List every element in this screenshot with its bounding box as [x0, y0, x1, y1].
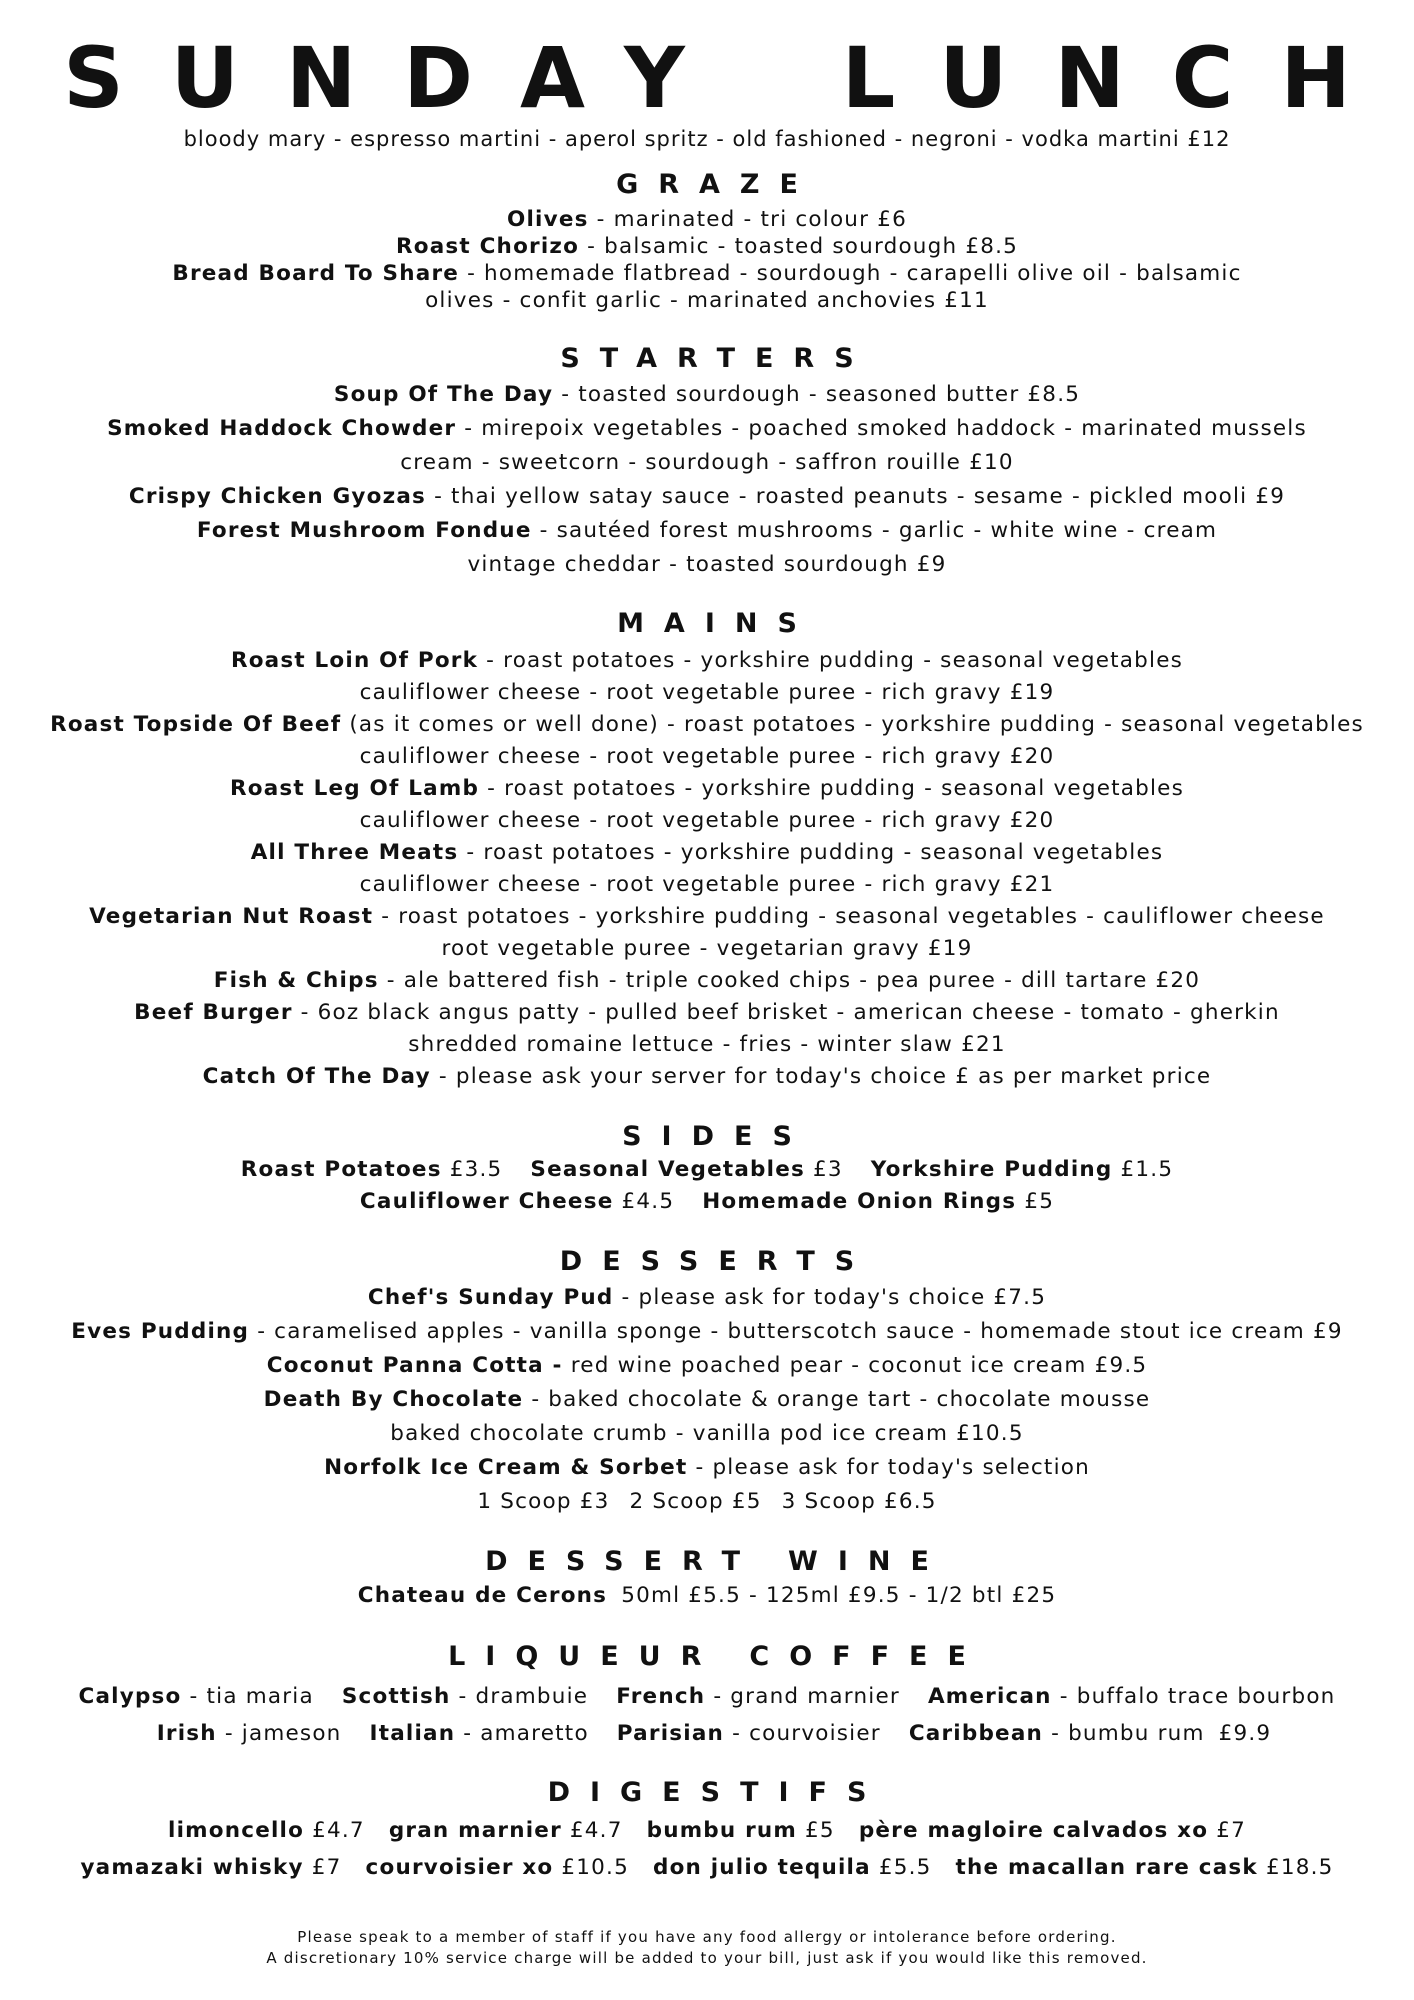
scoop-price: 2 Scoop £5: [629, 1489, 762, 1514]
heading-word: COFFEE: [749, 1641, 986, 1672]
item-name: Roast Topside Of Beef: [50, 712, 342, 737]
menu-item: [0, 1451, 1414, 1485]
allergy-notice: Please speak to a member of staff if you have any food allergy or intolerance before ordering.: [297, 1928, 1117, 1946]
scoop-prices: [0, 1485, 1414, 1519]
item-desc: - balsamic - toasted sourdough £8.5: [579, 234, 1019, 259]
item-desc: - caramelised apples - vanilla sponge - butterscotch sauce - homemade stout ice cream £9: [249, 1319, 1343, 1344]
item-price: £4.7: [561, 1818, 623, 1843]
item-name: Roast Potatoes: [240, 1157, 442, 1182]
item-desc: (as it comes or well done) - roast potatoes - yorkshire pudding - seasonal vegetables: [341, 712, 1364, 737]
item-desc: - ale battered fish - triple cooked chips - pea puree - dill tartare £20: [378, 968, 1201, 993]
item-desc: - courvoisier: [724, 1721, 881, 1746]
sides-row: [0, 1186, 1414, 1218]
item-continuation: vintage cheddar - toasted sourdough £9: [467, 552, 947, 577]
liqueur-item: [342, 1678, 588, 1715]
side-item: [360, 1186, 674, 1218]
item-desc: - roast potatoes - yorkshire pudding - seasonal vegetables: [479, 776, 1184, 801]
item-desc: - thai yellow satay sauce - roasted peanuts - sesame - pickled mooli £9: [426, 484, 1286, 509]
item-price: £5: [1016, 1189, 1055, 1214]
liqueur-item: [617, 1715, 881, 1752]
item-name: Cauliflower Cheese: [359, 1189, 614, 1214]
menu-item: [0, 837, 1414, 869]
item-name: Scottish: [341, 1684, 451, 1709]
item-desc: - please ask for today's selection: [687, 1455, 1090, 1480]
item-desc: red wine poached pear - coconut ice cream £9.5: [562, 1353, 1148, 1378]
menu-item: [0, 233, 1414, 260]
item-price: £7: [303, 1855, 342, 1880]
item-name: Homemade Onion Rings: [702, 1189, 1017, 1214]
menu-item: [0, 1579, 1414, 1613]
liqueur-coffee-section: [0, 1640, 1414, 1752]
item-name: Chateau de Cerons: [357, 1583, 608, 1608]
scoop-price: 3 Scoop £6.5: [781, 1489, 937, 1514]
item-price: £4.7: [304, 1818, 365, 1843]
graze-section: [0, 168, 1414, 314]
digestif-item: [956, 1849, 1334, 1886]
desserts-heading: DESSERTS: [559, 1246, 875, 1277]
item-continuation: olives - confit garlic - marinated anchovies £11: [425, 288, 989, 313]
menu-item: [0, 206, 1414, 233]
item-name: bumbu rum: [646, 1818, 798, 1843]
digestif-row: [0, 1849, 1414, 1886]
header: [0, 30, 1414, 154]
item-continuation: shredded romaine lettuce - fries - winter slaw £21: [408, 1032, 1006, 1057]
item-desc: - baked chocolate & orange tart - chocolate mousse: [523, 1387, 1151, 1412]
item-name: Roast Chorizo: [395, 234, 580, 259]
menu-item: [0, 1383, 1414, 1417]
item-continuation: cauliflower cheese - root vegetable puree - rich gravy £19: [359, 680, 1055, 705]
item-name: Death By Chocolate: [263, 1387, 524, 1412]
item-name: Roast Loin Of Pork: [230, 648, 479, 673]
item-name: Crispy Chicken Gyozas: [128, 484, 427, 509]
item-price: £3: [804, 1157, 843, 1182]
liqueur-coffee-heading: [0, 1640, 1414, 1674]
liqueur-item: [370, 1715, 589, 1752]
footer: [0, 1927, 1414, 1969]
digestifs-heading: DIGESTIFS: [547, 1777, 887, 1808]
item-continuation: cauliflower cheese - root vegetable puree - rich gravy £20: [359, 744, 1055, 769]
item-name: All Three Meats: [250, 840, 459, 865]
digestif-item: [653, 1849, 932, 1886]
item-continuation: cauliflower cheese - root vegetable puree - rich gravy £21: [359, 872, 1055, 897]
digestif-item: [859, 1812, 1246, 1849]
item-name: Eves Pudding: [71, 1319, 250, 1344]
item-name: Parisian: [616, 1721, 725, 1746]
sides-heading: SIDES: [622, 1121, 812, 1152]
item-name: Norfolk Ice Cream & Sorbet: [324, 1455, 688, 1480]
menu-item: [0, 1349, 1414, 1383]
digestif-row: [0, 1812, 1414, 1849]
dessert-wine-section: [0, 1545, 1414, 1613]
mains-heading: MAINS: [617, 608, 817, 639]
item-name: père magloire calvados xo: [858, 1818, 1209, 1843]
menu-item: [0, 1315, 1414, 1349]
item-name: Coconut Panna Cotta -: [266, 1353, 563, 1378]
side-item: [530, 1154, 842, 1186]
item-desc: 50ml £5.5 - 125ml £9.5 - 1/2 btl £25: [621, 1583, 1057, 1608]
item-desc: - please ask for today's choice £7.5: [613, 1285, 1047, 1310]
digestifs-section: [0, 1776, 1414, 1886]
item-desc: - roast potatoes - yorkshire pudding - seasonal vegetables - cauliflower cheese: [373, 904, 1325, 929]
item-price: £7: [1208, 1818, 1246, 1843]
item-name: French: [616, 1684, 706, 1709]
item-desc: - homemade flatbread - sourdough - carapelli olive oil - balsamic: [459, 261, 1242, 286]
item-name: the macallan rare cask: [955, 1855, 1258, 1880]
heading-word: DESSERT: [485, 1546, 761, 1577]
menu-item: [0, 1061, 1414, 1093]
item-name: gran marnier: [388, 1818, 562, 1843]
menu-item: [0, 1281, 1414, 1315]
liqueur-price: £9.9: [1218, 1721, 1272, 1746]
item-name: Fish & Chips: [213, 968, 379, 993]
item-desc: - toasted sourdough - seasoned butter £8.5: [553, 382, 1081, 407]
item-desc: - roast potatoes - yorkshire pudding - seasonal vegetables: [458, 840, 1164, 865]
item-name: Seasonal Vegetables: [530, 1157, 805, 1182]
item-name: Smoked Haddock Chowder: [107, 416, 457, 441]
digestif-item: [366, 1849, 629, 1886]
item-price: £5.5: [870, 1855, 932, 1880]
item-name: Italian: [369, 1721, 456, 1746]
item-desc: - jameson: [216, 1721, 342, 1746]
item-price: £5: [797, 1818, 835, 1843]
item-desc: - amaretto: [455, 1721, 589, 1746]
item-name: Caribbean: [908, 1721, 1044, 1746]
digestif-item: [168, 1812, 365, 1849]
item-name: Irish: [156, 1721, 217, 1746]
liqueur-item: [78, 1678, 313, 1715]
liqueur-item: [616, 1678, 900, 1715]
item-desc: - please ask your server for today's choice £ as per market price: [430, 1064, 1212, 1089]
liqueur-item: [909, 1715, 1205, 1752]
item-name: Roast Leg Of Lamb: [229, 776, 480, 801]
item-price: £18.5: [1257, 1855, 1334, 1880]
starters-section: [0, 342, 1414, 582]
starters-heading: STARTERS: [560, 343, 874, 374]
menu-item: [0, 965, 1414, 997]
menu-item: [0, 480, 1414, 514]
item-name: Soup Of The Day: [333, 382, 554, 407]
item-name: Forest Mushroom Fondue: [196, 518, 532, 543]
item-name: Bread Board To Share: [172, 261, 460, 286]
side-item: [871, 1154, 1173, 1186]
heading-word: WINE: [788, 1546, 949, 1577]
liqueur-row: [0, 1678, 1414, 1715]
digestif-item: [389, 1812, 623, 1849]
item-desc: - roast potatoes - yorkshire pudding - seasonal vegetables: [478, 648, 1184, 673]
item-name: Vegetarian Nut Roast: [89, 904, 374, 929]
item-desc: - marinated - tri colour £6: [588, 207, 907, 232]
item-name: don julio tequila: [652, 1855, 871, 1880]
item-price: £3.5: [441, 1157, 503, 1182]
item-name: Beef Burger: [134, 1000, 293, 1025]
item-name: yamazaki whisky: [80, 1855, 304, 1880]
menu-item: [0, 773, 1414, 805]
menu-item: [0, 709, 1414, 741]
menu-item: [0, 514, 1414, 548]
item-desc: - buffalo trace bourbon: [1051, 1684, 1336, 1709]
digestif-item: [80, 1849, 341, 1886]
title-word-2: LUNCH: [841, 29, 1398, 127]
item-name: limoncello: [168, 1818, 305, 1843]
menu-item: [0, 260, 1414, 287]
service-charge-notice: A discretionary 10% service charge will be added to your bill, just ask if you would like this removed.: [266, 1949, 1148, 1967]
liqueur-item: [157, 1715, 342, 1752]
menu-item: [0, 378, 1414, 412]
title-word-1: SUNDAY: [63, 29, 732, 127]
item-continuation: cream - sweetcorn - sourdough - saffron rouille £10: [400, 450, 1014, 475]
item-name: Olives: [507, 207, 589, 232]
item-continuation: root vegetable puree - vegetarian gravy £19: [441, 936, 973, 961]
digestif-item: [647, 1812, 835, 1849]
item-name: Catch Of The Day: [202, 1064, 431, 1089]
cocktails-line: bloody mary - espresso martini - aperol spritz - old fashioned - negroni - vodka martini £12: [183, 127, 1231, 151]
item-price: £1.5: [1112, 1157, 1174, 1182]
item-name: Yorkshire Pudding: [870, 1157, 1113, 1182]
sides-row: [0, 1154, 1414, 1186]
item-desc: - mirepoix vegetables - poached smoked haddock - marinated mussels: [456, 416, 1307, 441]
dessert-wine-heading: [0, 1545, 1414, 1579]
item-continuation: cauliflower cheese - root vegetable puree - rich gravy £20: [359, 808, 1055, 833]
graze-heading: GRAZE: [616, 169, 818, 200]
item-price: £10.5: [553, 1855, 629, 1880]
page-title: [47, 30, 1414, 126]
desserts-section: [0, 1245, 1414, 1519]
item-desc: - drambuie: [450, 1684, 589, 1709]
side-item: [702, 1186, 1054, 1218]
item-desc: - sautéed forest mushrooms - garlic - white wine - cream: [531, 518, 1218, 543]
item-name: Calypso: [78, 1684, 182, 1709]
sides-section: [0, 1120, 1414, 1218]
item-desc: - 6oz black angus patty - pulled beef brisket - american cheese - tomato - gherkin: [292, 1000, 1280, 1025]
menu-item: [0, 412, 1414, 446]
item-desc: - tia maria: [181, 1684, 314, 1709]
menu-item: [0, 901, 1414, 933]
item-desc: - grand marnier: [705, 1684, 900, 1709]
item-price: £4.5: [613, 1189, 675, 1214]
side-item: [241, 1154, 503, 1186]
item-continuation: baked chocolate crumb - vanilla pod ice cream £10.5: [390, 1421, 1024, 1446]
liqueur-item: [928, 1678, 1336, 1715]
liqueur-row: [0, 1715, 1414, 1752]
item-name: Chef's Sunday Pud: [367, 1285, 614, 1310]
mains-section: [0, 607, 1414, 1093]
item-desc: - bumbu rum: [1043, 1721, 1205, 1746]
heading-word: LIQUEUR: [448, 1641, 722, 1672]
item-name: courvoisier xo: [365, 1855, 554, 1880]
menu-item: [0, 997, 1414, 1029]
menu-item: [0, 645, 1414, 677]
item-name: American: [927, 1684, 1052, 1709]
scoop-price: 1 Scoop £3: [477, 1489, 610, 1514]
